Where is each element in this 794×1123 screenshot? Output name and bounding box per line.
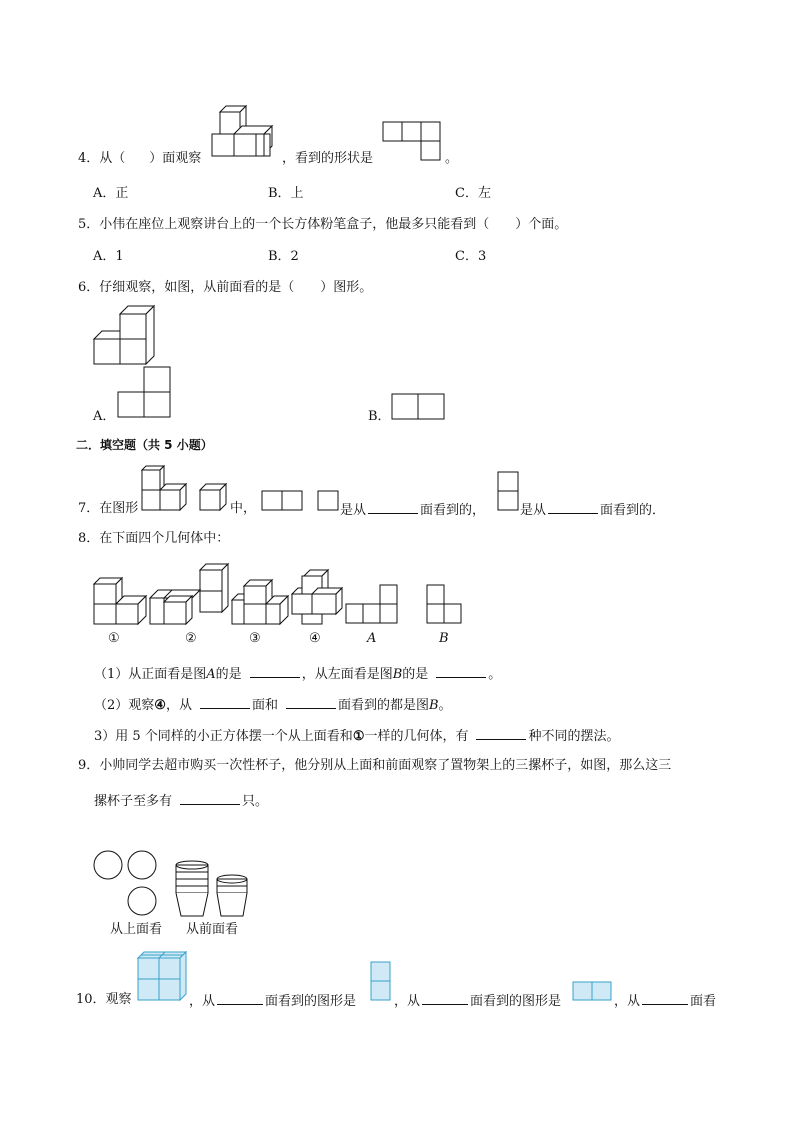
q5-option-a[interactable]: A．1 xyxy=(93,249,124,264)
q7-mid4-line xyxy=(520,501,665,519)
q8-sub1-blank-1[interactable] xyxy=(250,665,300,678)
q4-option-b[interactable]: B．上 xyxy=(268,186,304,201)
q10-view-b xyxy=(573,982,613,1002)
q6-option-b-label[interactable]: B． xyxy=(368,409,391,424)
q8-solid-3 xyxy=(232,578,292,626)
q10-c: ，从 xyxy=(394,994,421,1009)
q5-text: 5．小伟在座位上观察讲台上的一个长方体粉笔盒子，他最多只能看到（ ）个面。 xyxy=(78,217,568,232)
q8-sub1-d: ，从左面看是图 xyxy=(301,667,393,682)
q4-top-view-figure xyxy=(383,122,443,162)
q7-mid4: 是从 xyxy=(520,503,547,518)
q10-solid-figure xyxy=(138,952,188,1002)
q8-text: 8．在下面四个几何体中： xyxy=(78,531,230,546)
q7-mid2-line xyxy=(340,501,485,519)
q10-part-a xyxy=(189,992,356,1010)
q8-label-b: B xyxy=(439,631,449,646)
q7-blank-1[interactable] xyxy=(368,501,418,514)
q10-b: 面看到的图形是 xyxy=(265,994,357,1009)
q7-view-b xyxy=(318,491,340,511)
q5-option-b[interactable]: B．2 xyxy=(268,249,299,264)
q8-label-3: ③ xyxy=(249,631,261,646)
q10-blank-3[interactable] xyxy=(642,992,688,1005)
q9-top-view-figure xyxy=(94,850,160,920)
q7-view-c xyxy=(498,472,520,512)
q7-mid1: 中， xyxy=(230,501,257,516)
q8-sub2-b: ④ xyxy=(154,698,166,713)
q8-sub1-a: （1）从正面看是图 xyxy=(94,667,207,682)
q7-blank-2[interactable] xyxy=(548,501,598,514)
q8-solid-2 xyxy=(150,562,230,626)
q8-sub1-g: 。 xyxy=(488,667,502,682)
q4-solid-figure xyxy=(212,106,282,158)
q6-option-a-label[interactable]: A． xyxy=(93,409,116,424)
q6-solid-figure xyxy=(94,304,160,366)
q4-mid: ）面观察 xyxy=(149,151,202,166)
q8-sub1-blank-2[interactable] xyxy=(436,665,486,678)
q8-sub3-a: 3）用 5 个同样的小正方体摆一个从上面看和 xyxy=(94,729,353,744)
q7-figure-two xyxy=(200,484,230,512)
q9-caption-front: 从前面看 xyxy=(186,922,239,937)
q8-label-1: ① xyxy=(108,631,120,646)
q10-a: ，从 xyxy=(189,994,216,1009)
q8-label-2: ② xyxy=(185,631,197,646)
q4-line xyxy=(78,151,201,167)
q8-sub1-c: 的是 xyxy=(215,667,242,682)
q8-sub1 xyxy=(94,665,501,683)
q10-e: ，从 xyxy=(614,994,641,1009)
q8-sub2-blank-1[interactable] xyxy=(200,696,250,709)
q7-figure-one xyxy=(142,466,192,512)
q7-mid3: 面看到的， xyxy=(420,503,486,518)
q9-line2-b: 只。 xyxy=(242,794,269,809)
q8-sub2-c: ，从 xyxy=(165,698,192,713)
q8-sub3 xyxy=(94,727,620,745)
q8-sub3-d: 种不同的摆法。 xyxy=(528,729,620,744)
q8-sub1-b: A xyxy=(206,667,216,682)
q4-option-a[interactable]: A．正 xyxy=(93,186,129,201)
q8-sub2 xyxy=(94,696,452,714)
q6-text: 6．仔细观察，如图，从前面看的是（ ）图形。 xyxy=(78,280,373,295)
q8-view-b xyxy=(427,585,465,625)
q7-prefix: 7．在图形 xyxy=(78,501,139,516)
q4-end: 。 xyxy=(445,151,459,166)
q8-label-a: A xyxy=(367,631,377,646)
q9-front-view-figure xyxy=(175,860,249,920)
q9-blank[interactable] xyxy=(180,792,240,805)
q10-f: 面看 xyxy=(690,994,717,1009)
q8-sub2-blank-2[interactable] xyxy=(286,696,336,709)
q10-part-c xyxy=(614,992,716,1010)
q8-sub2-g: 。 xyxy=(438,698,452,713)
q10-prefix: 10．观察 xyxy=(76,992,132,1007)
section2-title: 二．填空题（共 5 小题） xyxy=(76,438,213,452)
q10-view-a xyxy=(371,962,391,1002)
q7-view-a xyxy=(262,491,304,511)
q5-option-c[interactable]: C．3 xyxy=(455,249,487,264)
q8-view-a xyxy=(346,585,400,625)
q4-option-c[interactable]: C．左 xyxy=(455,186,491,201)
q8-sub3-c: 一样的几何体，有 xyxy=(364,729,469,744)
q8-solid-1 xyxy=(94,576,150,626)
q9-caption-top: 从上面看 xyxy=(110,922,163,937)
q10-part-b xyxy=(394,992,561,1010)
q8-label-4: ④ xyxy=(309,631,321,646)
q6-option-a-figure[interactable] xyxy=(118,367,172,419)
q8-sub2-e: 面看到的都是图 xyxy=(337,698,429,713)
q9-line2 xyxy=(94,792,268,810)
q8-sub3-b: ① xyxy=(352,729,365,744)
q10-blank-2[interactable] xyxy=(422,992,468,1005)
q8-sub2-a: （2）观察 xyxy=(94,698,155,713)
q8-sub1-f: 的是 xyxy=(402,667,429,682)
q4-suffix: ，看到的形状是 xyxy=(282,151,374,166)
q8-sub3-blank[interactable] xyxy=(476,727,526,740)
q10-d: 面看到的图形是 xyxy=(470,994,562,1009)
q10-blank-1[interactable] xyxy=(217,992,263,1005)
q9-line1: 9．小帅同学去超市购买一次性杯子，他分别从上面和前面观察了置物架上的三摞杯子，如图，那么这三 xyxy=(78,758,672,773)
q4-prefix: 4．从（ xyxy=(78,151,126,166)
q8-sub2-d: 面和 xyxy=(251,698,278,713)
q7-mid2: 是从 xyxy=(340,503,367,518)
q8-sub1-e: B xyxy=(392,667,403,682)
q7-end: 面看到的． xyxy=(600,503,666,518)
q9-line2-a: 摞杯子至多有 xyxy=(94,794,173,809)
q8-sub2-f: B xyxy=(428,698,439,713)
q6-option-b-figure[interactable] xyxy=(392,394,446,420)
q8-solid-4 xyxy=(292,568,348,626)
